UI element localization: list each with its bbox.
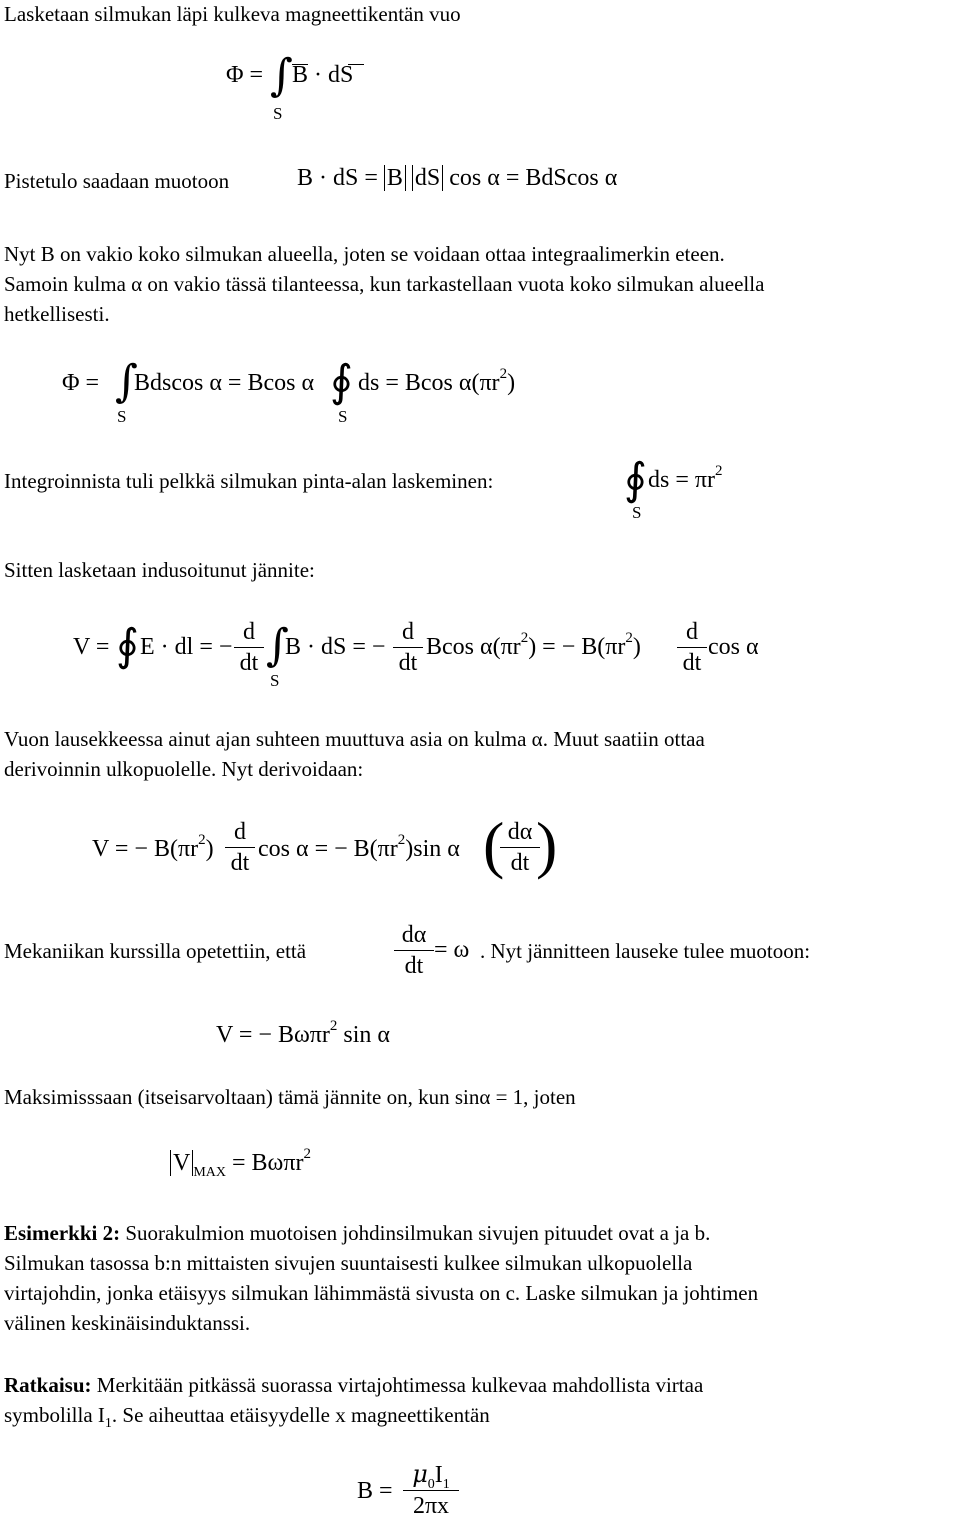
equation-voltage-e-dl: E · dl = − bbox=[140, 634, 233, 660]
paragraph-example-1: Esimerkki 2: Suorakulmion muotoisen johdinsilmukan sivujen pituudet ovat a ja b. bbox=[4, 1221, 711, 1245]
dot-product-lhs: B · dS = bbox=[297, 165, 378, 191]
equation-flux-definition-rhs: B · dS bbox=[292, 62, 353, 89]
paragraph-solution-1: Ratkaisu: Merkitään pitkässä suorassa virtajohtimessa kulkevaa mahdollista virtaa bbox=[4, 1373, 704, 1397]
paragraph-example-4: välinen keskinäisinduktanssi. bbox=[4, 1311, 251, 1335]
paragraph-dot-product: Pistetulo saadaan muotoon bbox=[4, 169, 230, 193]
contour-integral-sign: ∮ bbox=[624, 454, 647, 505]
fraction-field: $\mu_0I_1$ 2πx bbox=[403, 1460, 459, 1520]
paragraph-flux-intro: Lasketaan silmukan läpi kulkeva magneettikentän vuo bbox=[4, 2, 461, 26]
equation-voltage-final: V = − Bωπr$^2$ sin α bbox=[216, 1018, 390, 1048]
left-paren: ( bbox=[483, 809, 505, 880]
equation-field-lhs: B = bbox=[357, 1478, 393, 1504]
paragraph-b-constant-3: hetkellisesti. bbox=[4, 302, 110, 326]
paragraph-example-3: virtajohdin, jonka etäisyys silmukan lähimmästä sivusta on c. Laske silmukan ja johtimen bbox=[4, 1281, 759, 1305]
paragraph-voltage-form: . Nyt jännitteen lauseke tulee muotoon: bbox=[480, 939, 811, 963]
paragraph-example-2: Silmukan tasossa b:n mittaisten sivujen suuntaisesti kulkee silmukan ulkopuolella bbox=[4, 1251, 693, 1275]
fraction-d-dt: d dt bbox=[234, 618, 264, 677]
paragraph-only-angle-varies-2: derivoinnin ulkopuolelle. Nyt derivoidaan: bbox=[4, 757, 364, 781]
paragraph-solution-2: symbolilla $I_1$. Se aiheuttaa etäisyydelle x magneettikentän bbox=[4, 1403, 490, 1432]
magnitude-v: V bbox=[170, 1150, 193, 1176]
integral-limit-s: S bbox=[632, 503, 642, 522]
integral-limit-s: S bbox=[270, 671, 280, 690]
equation-dot-product bbox=[297, 165, 617, 192]
equation-vmax: V $_{MAX}$ = Bωπr$^2$ bbox=[170, 1150, 311, 1177]
integral-limit-s: S bbox=[117, 407, 127, 426]
integral-limit-s: S bbox=[273, 104, 283, 123]
fraction-d-dt: d dt bbox=[225, 818, 255, 877]
fraction-d-dt: d dt bbox=[393, 618, 423, 677]
integral-sign: ∫ bbox=[266, 620, 289, 671]
solution-label: Ratkaisu: bbox=[4, 1373, 92, 1397]
paragraph-maximum: Maksimisssaan (itseisarvoltaan) tämä jännite on, kun sinα = 1, joten bbox=[4, 1085, 576, 1109]
paragraph-angular-velocity: Mekaniikan kurssilla opetettiin, että bbox=[4, 939, 307, 963]
fraction-dalpha-dt: dα dt bbox=[500, 818, 540, 877]
paragraph-b-constant-2: Samoin kulma α on vakio tässä tilanteessa, kun tarkastellaan vuota koko silmukan alueella bbox=[4, 272, 765, 296]
paragraph-induced-voltage: Sitten lasketaan indusoitunut jännite: bbox=[4, 558, 315, 582]
integral-limit-s: S bbox=[338, 407, 348, 426]
equation-flux-expanded-lhs: Φ = bbox=[62, 370, 100, 396]
contour-integral-sign: ∮ bbox=[330, 356, 353, 407]
integral-sign: ∫ bbox=[270, 50, 293, 101]
equation-voltage-cos: cos α bbox=[708, 634, 759, 660]
right-paren: ) bbox=[536, 809, 558, 880]
dot-product-rhs: cos α = BdScos α bbox=[449, 165, 618, 191]
equation-flux-expanded-rhs: ds = Bcos $\alpha(\pi r^2)$ bbox=[358, 366, 516, 396]
fraction-d-dt: d dt bbox=[677, 618, 707, 677]
equation-flux-definition-lhs: Φ = bbox=[226, 62, 264, 88]
equation-omega: = ω bbox=[434, 937, 470, 963]
equation-flux-expanded-mid: Bdscos α = Bcos α bbox=[134, 370, 315, 396]
equation-voltage-lhs: V = bbox=[73, 634, 110, 660]
equation-derivative-lhs: V = − $B(\pi r^2)$ bbox=[92, 832, 214, 862]
fraction-dalpha-dt: dα dt bbox=[394, 921, 434, 980]
integral-sign: ∫ bbox=[115, 356, 138, 407]
magnitude-b: B bbox=[384, 165, 406, 191]
paragraph-area: Integroinnista tuli pelkkä silmukan pinta-alan laskeminen: bbox=[4, 469, 494, 493]
magnitude-ds: dS bbox=[412, 165, 443, 191]
equation-area: ds = $\pi r^2$ bbox=[648, 463, 723, 493]
contour-integral-sign: ∮ bbox=[116, 620, 139, 671]
example-label: Esimerkki 2: bbox=[4, 1221, 121, 1245]
paragraph-only-angle-varies-1: Vuon lausekkeessa ainut ajan suhteen muuttuva asia on kulma α. Muut saatiin ottaa bbox=[4, 727, 705, 751]
equation-voltage-b-ds: B · dS = − bbox=[285, 634, 386, 660]
paragraph-b-constant-1: Nyt B on vakio koko silmukan alueella, joten se voidaan ottaa integraalimerkin eteen. bbox=[4, 242, 725, 266]
equation-voltage-rhs: Bcos $\alpha(\pi r^2)$ = − $B(\pi r^2)$ bbox=[426, 630, 641, 660]
equation-derivative-rhs: cos α = − $B(\pi r^2)\sin$ α bbox=[258, 832, 460, 862]
